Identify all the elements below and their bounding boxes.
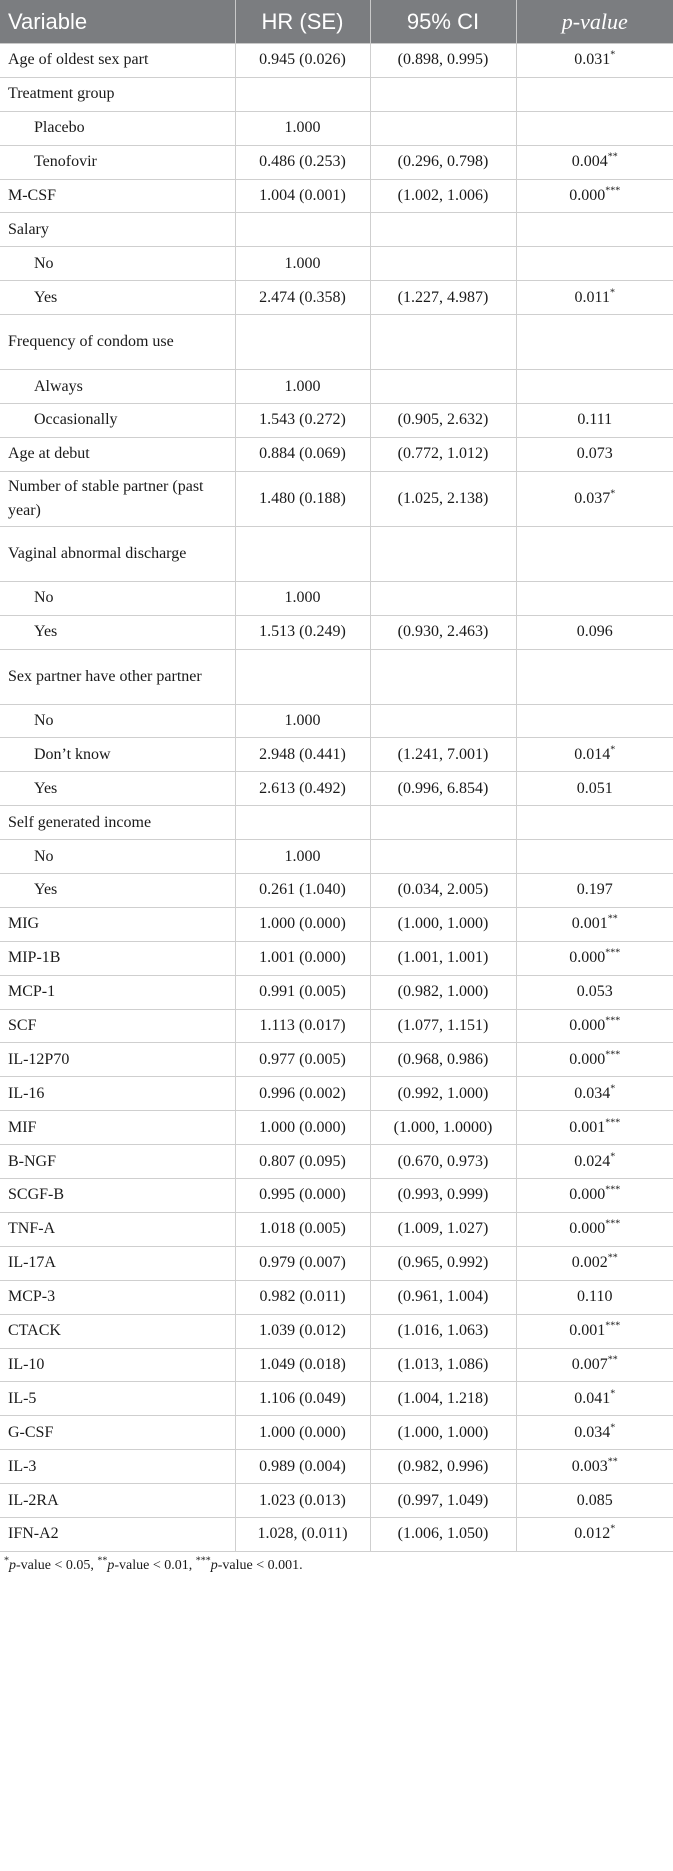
cell-variable: Vaginal abnormal discharge	[0, 526, 235, 581]
cell-p-value	[516, 1145, 673, 1179]
cell-ci: (1.006, 1.050)	[370, 1517, 516, 1551]
cell-variable: MCP-1	[0, 975, 235, 1009]
table-row	[0, 404, 673, 438]
cell-ci: (0.982, 1.000)	[370, 975, 516, 1009]
p-value-text: 0.041	[574, 1389, 611, 1407]
table-row	[0, 1077, 673, 1111]
table-row	[0, 806, 673, 840]
cell-ci: (1.009, 1.027)	[370, 1212, 516, 1246]
significance-mark: *	[610, 1524, 616, 1536]
cell-variable: No	[0, 704, 235, 738]
table-row	[0, 1484, 673, 1518]
cell-hr: 0.884 (0.069)	[235, 437, 370, 471]
cell-hr: 0.945 (0.026)	[235, 44, 370, 78]
cell-p-value	[516, 1179, 673, 1213]
significance-mark: ***	[605, 1185, 621, 1197]
header-ci: 95% CI	[370, 0, 516, 44]
cell-hr	[235, 77, 370, 111]
cell-variable: IL-3	[0, 1450, 235, 1484]
cell-hr: 1.028, (0.011)	[235, 1517, 370, 1551]
table-row	[0, 1043, 673, 1077]
table-row	[0, 1212, 673, 1246]
table-row	[0, 581, 673, 615]
cell-hr: 2.613 (0.492)	[235, 772, 370, 806]
cell-p-value	[516, 213, 673, 247]
cell-p-value	[516, 1517, 673, 1551]
cell-hr: 1.000	[235, 370, 370, 404]
cell-ci: (0.905, 2.632)	[370, 404, 516, 438]
cell-variable: IL-10	[0, 1348, 235, 1382]
cell-hr: 0.979 (0.007)	[235, 1246, 370, 1280]
p-value-text: 0.001	[569, 1118, 606, 1136]
p-value-text: 0.007	[571, 1355, 608, 1373]
cell-hr: 1.004 (0.001)	[235, 179, 370, 213]
cell-p-value	[516, 1382, 673, 1416]
table-row	[0, 145, 673, 179]
cell-variable: Self generated income	[0, 806, 235, 840]
cell-p-value	[516, 738, 673, 772]
p-value-text: 0.014	[574, 745, 611, 763]
cell-ci: (1.000, 1.000)	[370, 1416, 516, 1450]
cell-variable: Yes	[0, 281, 235, 315]
table-row	[0, 179, 673, 213]
cell-variable: Frequency of condom use	[0, 315, 235, 370]
cell-ci: (0.670, 0.973)	[370, 1145, 516, 1179]
cell-hr: 1.000	[235, 704, 370, 738]
p-value-text: 0.085	[576, 1491, 613, 1509]
cell-variable: MIF	[0, 1111, 235, 1145]
table-row	[0, 1314, 673, 1348]
cell-hr	[235, 213, 370, 247]
table-row	[0, 213, 673, 247]
cell-hr: 1.000 (0.000)	[235, 1111, 370, 1145]
cell-ci: (0.296, 0.798)	[370, 145, 516, 179]
p-value-text: 0.000	[569, 949, 606, 967]
cell-hr: 1.000 (0.000)	[235, 1416, 370, 1450]
significance-mark: ***	[605, 1117, 621, 1129]
cell-ci: (1.227, 4.987)	[370, 281, 516, 315]
cell-variable: Placebo	[0, 111, 235, 145]
significance-mark: *	[610, 1083, 616, 1095]
cell-p-value	[516, 907, 673, 941]
p-value-text: 0.024	[574, 1152, 611, 1170]
cell-hr: 0.807 (0.095)	[235, 1145, 370, 1179]
cell-p-value	[516, 315, 673, 370]
cell-ci: (0.996, 6.854)	[370, 772, 516, 806]
significance-mark: ***	[605, 1320, 621, 1332]
cell-ci	[370, 704, 516, 738]
cell-variable: Number of stable partner (past year)	[0, 471, 235, 526]
cell-hr: 0.982 (0.011)	[235, 1280, 370, 1314]
table-row	[0, 840, 673, 874]
table-header-row	[0, 0, 673, 44]
cell-ci: (1.000, 1.000)	[370, 907, 516, 941]
cell-hr: 0.991 (0.005)	[235, 975, 370, 1009]
cell-variable: Yes	[0, 874, 235, 908]
cell-variable: M-CSF	[0, 179, 235, 213]
table-row	[0, 738, 673, 772]
significance-mark: *	[609, 287, 615, 299]
cell-variable: IL-17A	[0, 1246, 235, 1280]
footnote-mark-2: **	[97, 1555, 108, 1567]
cell-ci	[370, 806, 516, 840]
significance-mark: **	[607, 1354, 618, 1366]
cell-p-value	[516, 44, 673, 78]
cell-variable: MIG	[0, 907, 235, 941]
cell-variable: G-CSF	[0, 1416, 235, 1450]
cell-p-value	[516, 281, 673, 315]
cell-p-value	[516, 941, 673, 975]
p-value-text: 0.011	[574, 288, 610, 306]
cell-ci	[370, 111, 516, 145]
table-row	[0, 77, 673, 111]
table-row	[0, 1145, 673, 1179]
cell-p-value	[516, 806, 673, 840]
table-row	[0, 907, 673, 941]
table-row	[0, 1280, 673, 1314]
cell-variable: IL-2RA	[0, 1484, 235, 1518]
cell-hr: 1.000	[235, 581, 370, 615]
cell-variable: IL-5	[0, 1382, 235, 1416]
cell-p-value	[516, 615, 673, 649]
cell-p-value	[516, 1043, 673, 1077]
cell-hr: 2.474 (0.358)	[235, 281, 370, 315]
table-row	[0, 1111, 673, 1145]
table-row	[0, 437, 673, 471]
cell-hr	[235, 649, 370, 704]
cell-hr: 1.543 (0.272)	[235, 404, 370, 438]
table-row	[0, 247, 673, 281]
cell-variable: IL-16	[0, 1077, 235, 1111]
p-value-text: 0.096	[576, 623, 613, 641]
cell-p-value	[516, 1009, 673, 1043]
cell-ci	[370, 370, 516, 404]
table-row	[0, 1009, 673, 1043]
footnote-mark-3: ***	[195, 1555, 211, 1567]
cell-ci: (0.898, 0.995)	[370, 44, 516, 78]
footnote-p-2: p	[107, 1557, 115, 1573]
header-hr: HR (SE)	[235, 0, 370, 44]
table-row	[0, 941, 673, 975]
cell-ci: (0.992, 1.000)	[370, 1077, 516, 1111]
table-row	[0, 772, 673, 806]
cell-p-value	[516, 975, 673, 1009]
header-p-value: p-value	[516, 0, 673, 44]
cell-p-value	[516, 437, 673, 471]
table-row	[0, 370, 673, 404]
cell-variable: Yes	[0, 615, 235, 649]
p-value-text: 0.000	[569, 1220, 606, 1238]
p-value-text: 0.034	[574, 1423, 611, 1441]
cell-p-value	[516, 1314, 673, 1348]
footnote-text-1: -value < 0.05,	[16, 1557, 98, 1573]
significance-mark: *	[610, 1388, 616, 1400]
cell-p-value	[516, 1111, 673, 1145]
table-row	[0, 1179, 673, 1213]
p-value-text: 0.031	[574, 51, 611, 69]
cell-variable: Tenofovir	[0, 145, 235, 179]
cell-hr: 1.049 (0.018)	[235, 1348, 370, 1382]
significance-mark: ***	[605, 1219, 621, 1231]
cell-variable: SCGF-B	[0, 1179, 235, 1213]
cell-variable: Always	[0, 370, 235, 404]
cell-hr: 2.948 (0.441)	[235, 738, 370, 772]
cell-p-value	[516, 77, 673, 111]
cell-variable: B-NGF	[0, 1145, 235, 1179]
cell-hr	[235, 806, 370, 840]
cell-p-value	[516, 404, 673, 438]
cell-ci	[370, 247, 516, 281]
cell-variable: IFN-A2	[0, 1517, 235, 1551]
cell-variable: Don’t know	[0, 738, 235, 772]
cell-p-value	[516, 471, 673, 526]
p-value-text: 0.037	[574, 489, 611, 507]
p-value-text: 0.111	[577, 411, 613, 429]
cell-variable: Sex partner have other partner	[0, 649, 235, 704]
cell-ci: (0.997, 1.049)	[370, 1484, 516, 1518]
header-variable: Variable	[0, 0, 235, 44]
cell-ci: (0.772, 1.012)	[370, 437, 516, 471]
cell-p-value	[516, 370, 673, 404]
table-row	[0, 975, 673, 1009]
p-value-text: 0.000	[569, 1050, 606, 1068]
table-row	[0, 44, 673, 78]
significance-mark: **	[607, 1456, 618, 1468]
cell-variable: Yes	[0, 772, 235, 806]
p-value-text: 0.051	[576, 779, 613, 797]
cell-ci: (0.930, 2.463)	[370, 615, 516, 649]
cell-hr: 0.995 (0.000)	[235, 1179, 370, 1213]
significance-mark: ***	[605, 1049, 621, 1061]
cell-ci: (0.965, 0.992)	[370, 1246, 516, 1280]
cell-ci: (0.982, 0.996)	[370, 1450, 516, 1484]
cell-variable: Salary	[0, 213, 235, 247]
cell-p-value	[516, 1348, 673, 1382]
cell-ci: (1.004, 1.218)	[370, 1382, 516, 1416]
cell-p-value	[516, 1484, 673, 1518]
cell-variable: CTACK	[0, 1314, 235, 1348]
cell-hr: 0.996 (0.002)	[235, 1077, 370, 1111]
significance-mark: **	[607, 914, 618, 926]
p-value-text: 0.110	[577, 1288, 613, 1306]
cell-ci	[370, 526, 516, 581]
significance-mark: *	[610, 50, 616, 62]
table-body	[0, 44, 673, 1552]
cell-p-value	[516, 1450, 673, 1484]
cell-variable: Treatment group	[0, 77, 235, 111]
significance-mark: *	[610, 1151, 616, 1163]
footnote-text-3: -value < 0.001.	[217, 1557, 303, 1573]
table-row	[0, 1517, 673, 1551]
cell-hr	[235, 526, 370, 581]
cell-ci: (0.034, 2.005)	[370, 874, 516, 908]
p-value-text: 0.000	[569, 1186, 606, 1204]
significance-mark: ***	[605, 185, 621, 197]
cell-p-value	[516, 874, 673, 908]
p-value-text: 0.001	[571, 915, 608, 933]
cell-p-value	[516, 1246, 673, 1280]
cell-variable: SCF	[0, 1009, 235, 1043]
table-row	[0, 874, 673, 908]
footnote-mark-1: *	[4, 1555, 9, 1567]
p-value-text: 0.012	[574, 1525, 611, 1543]
cell-variable: IL-12P70	[0, 1043, 235, 1077]
table-row	[0, 471, 673, 526]
cell-hr: 1.000	[235, 111, 370, 145]
p-value-text: 0.034	[574, 1084, 611, 1102]
cell-hr: 0.989 (0.004)	[235, 1450, 370, 1484]
cell-hr: 1.113 (0.017)	[235, 1009, 370, 1043]
footnote-p-1: p	[9, 1557, 16, 1573]
footnote-text-2: -value < 0.01,	[114, 1557, 196, 1573]
significance-mark: **	[607, 1252, 618, 1264]
cell-variable: TNF-A	[0, 1212, 235, 1246]
cell-hr: 1.023 (0.013)	[235, 1484, 370, 1518]
cell-ci: (1.000, 1.0000)	[370, 1111, 516, 1145]
table-row	[0, 704, 673, 738]
table-row	[0, 1416, 673, 1450]
cell-variable: No	[0, 247, 235, 281]
cell-p-value	[516, 1416, 673, 1450]
cell-hr	[235, 315, 370, 370]
cell-p-value	[516, 840, 673, 874]
cell-ci: (0.961, 1.004)	[370, 1280, 516, 1314]
significance-mark: *	[610, 488, 616, 500]
p-value-text: 0.073	[576, 445, 613, 463]
cell-ci: (0.993, 0.999)	[370, 1179, 516, 1213]
cell-p-value	[516, 1212, 673, 1246]
p-value-text: 0.053	[576, 983, 613, 1001]
p-value-text: 0.000	[569, 187, 606, 204]
table-row	[0, 1382, 673, 1416]
cell-variable: Age at debut	[0, 437, 235, 471]
footnote-p-3: p	[210, 1557, 218, 1573]
p-value-text: 0.004	[571, 153, 608, 171]
cell-ci: (1.001, 1.001)	[370, 941, 516, 975]
significance-mark: *	[610, 744, 616, 756]
cell-ci	[370, 649, 516, 704]
cell-hr: 1.018 (0.005)	[235, 1212, 370, 1246]
table-row	[0, 111, 673, 145]
cell-p-value	[516, 247, 673, 281]
significance-mark: *	[610, 1422, 616, 1434]
cell-hr: 1.480 (0.188)	[235, 471, 370, 526]
cell-ci: (1.077, 1.151)	[370, 1009, 516, 1043]
cell-hr: 1.000 (0.000)	[235, 907, 370, 941]
significance-mark: **	[607, 151, 618, 163]
cell-p-value	[516, 1077, 673, 1111]
cell-ci	[370, 581, 516, 615]
cell-variable: MIP-1B	[0, 941, 235, 975]
p-value-text: 0.000	[569, 1017, 606, 1035]
cell-p-value	[516, 179, 673, 213]
cell-ci: (1.013, 1.086)	[370, 1348, 516, 1382]
cell-hr: 1.001 (0.000)	[235, 941, 370, 975]
cell-p-value	[516, 649, 673, 704]
cell-hr: 1.039 (0.012)	[235, 1314, 370, 1348]
cell-ci: (1.002, 1.006)	[370, 179, 516, 213]
cell-hr: 0.261 (1.040)	[235, 874, 370, 908]
table-row	[0, 649, 673, 704]
cell-ci: (1.016, 1.063)	[370, 1314, 516, 1348]
cell-ci	[370, 77, 516, 111]
cell-p-value	[516, 704, 673, 738]
cell-hr: 0.977 (0.005)	[235, 1043, 370, 1077]
p-value-text: 0.003	[571, 1457, 608, 1475]
table-row	[0, 1450, 673, 1484]
cell-variable: No	[0, 840, 235, 874]
p-value-text: 0.197	[576, 881, 613, 899]
significance-mark: ***	[605, 947, 621, 959]
cell-ci: (0.968, 0.986)	[370, 1043, 516, 1077]
table-row	[0, 315, 673, 370]
p-value-text: 0.002	[571, 1254, 608, 1272]
cell-hr: 1.000	[235, 247, 370, 281]
cell-ci	[370, 840, 516, 874]
p-value-text: 0.001	[569, 1322, 606, 1340]
cell-p-value	[516, 526, 673, 581]
table-footnote	[0, 1552, 673, 1574]
cell-p-value	[516, 145, 673, 179]
table-row	[0, 526, 673, 581]
table-row	[0, 1246, 673, 1280]
cell-p-value	[516, 581, 673, 615]
table-row	[0, 615, 673, 649]
table-row	[0, 1348, 673, 1382]
cell-ci	[370, 315, 516, 370]
cell-p-value	[516, 772, 673, 806]
cell-ci	[370, 213, 516, 247]
cell-p-value	[516, 1280, 673, 1314]
cell-hr: 1.106 (0.049)	[235, 1382, 370, 1416]
cell-variable: MCP-3	[0, 1280, 235, 1314]
cell-ci: (1.025, 2.138)	[370, 471, 516, 526]
cell-ci: (1.241, 7.001)	[370, 738, 516, 772]
cell-hr: 1.000	[235, 840, 370, 874]
cell-variable: Age of oldest sex part	[0, 44, 235, 78]
cell-hr: 1.513 (0.249)	[235, 615, 370, 649]
cell-variable: No	[0, 581, 235, 615]
cell-p-value	[516, 111, 673, 145]
table-row	[0, 281, 673, 315]
cell-variable: Occasionally	[0, 404, 235, 438]
cell-hr: 0.486 (0.253)	[235, 145, 370, 179]
significance-mark: ***	[605, 1015, 621, 1027]
